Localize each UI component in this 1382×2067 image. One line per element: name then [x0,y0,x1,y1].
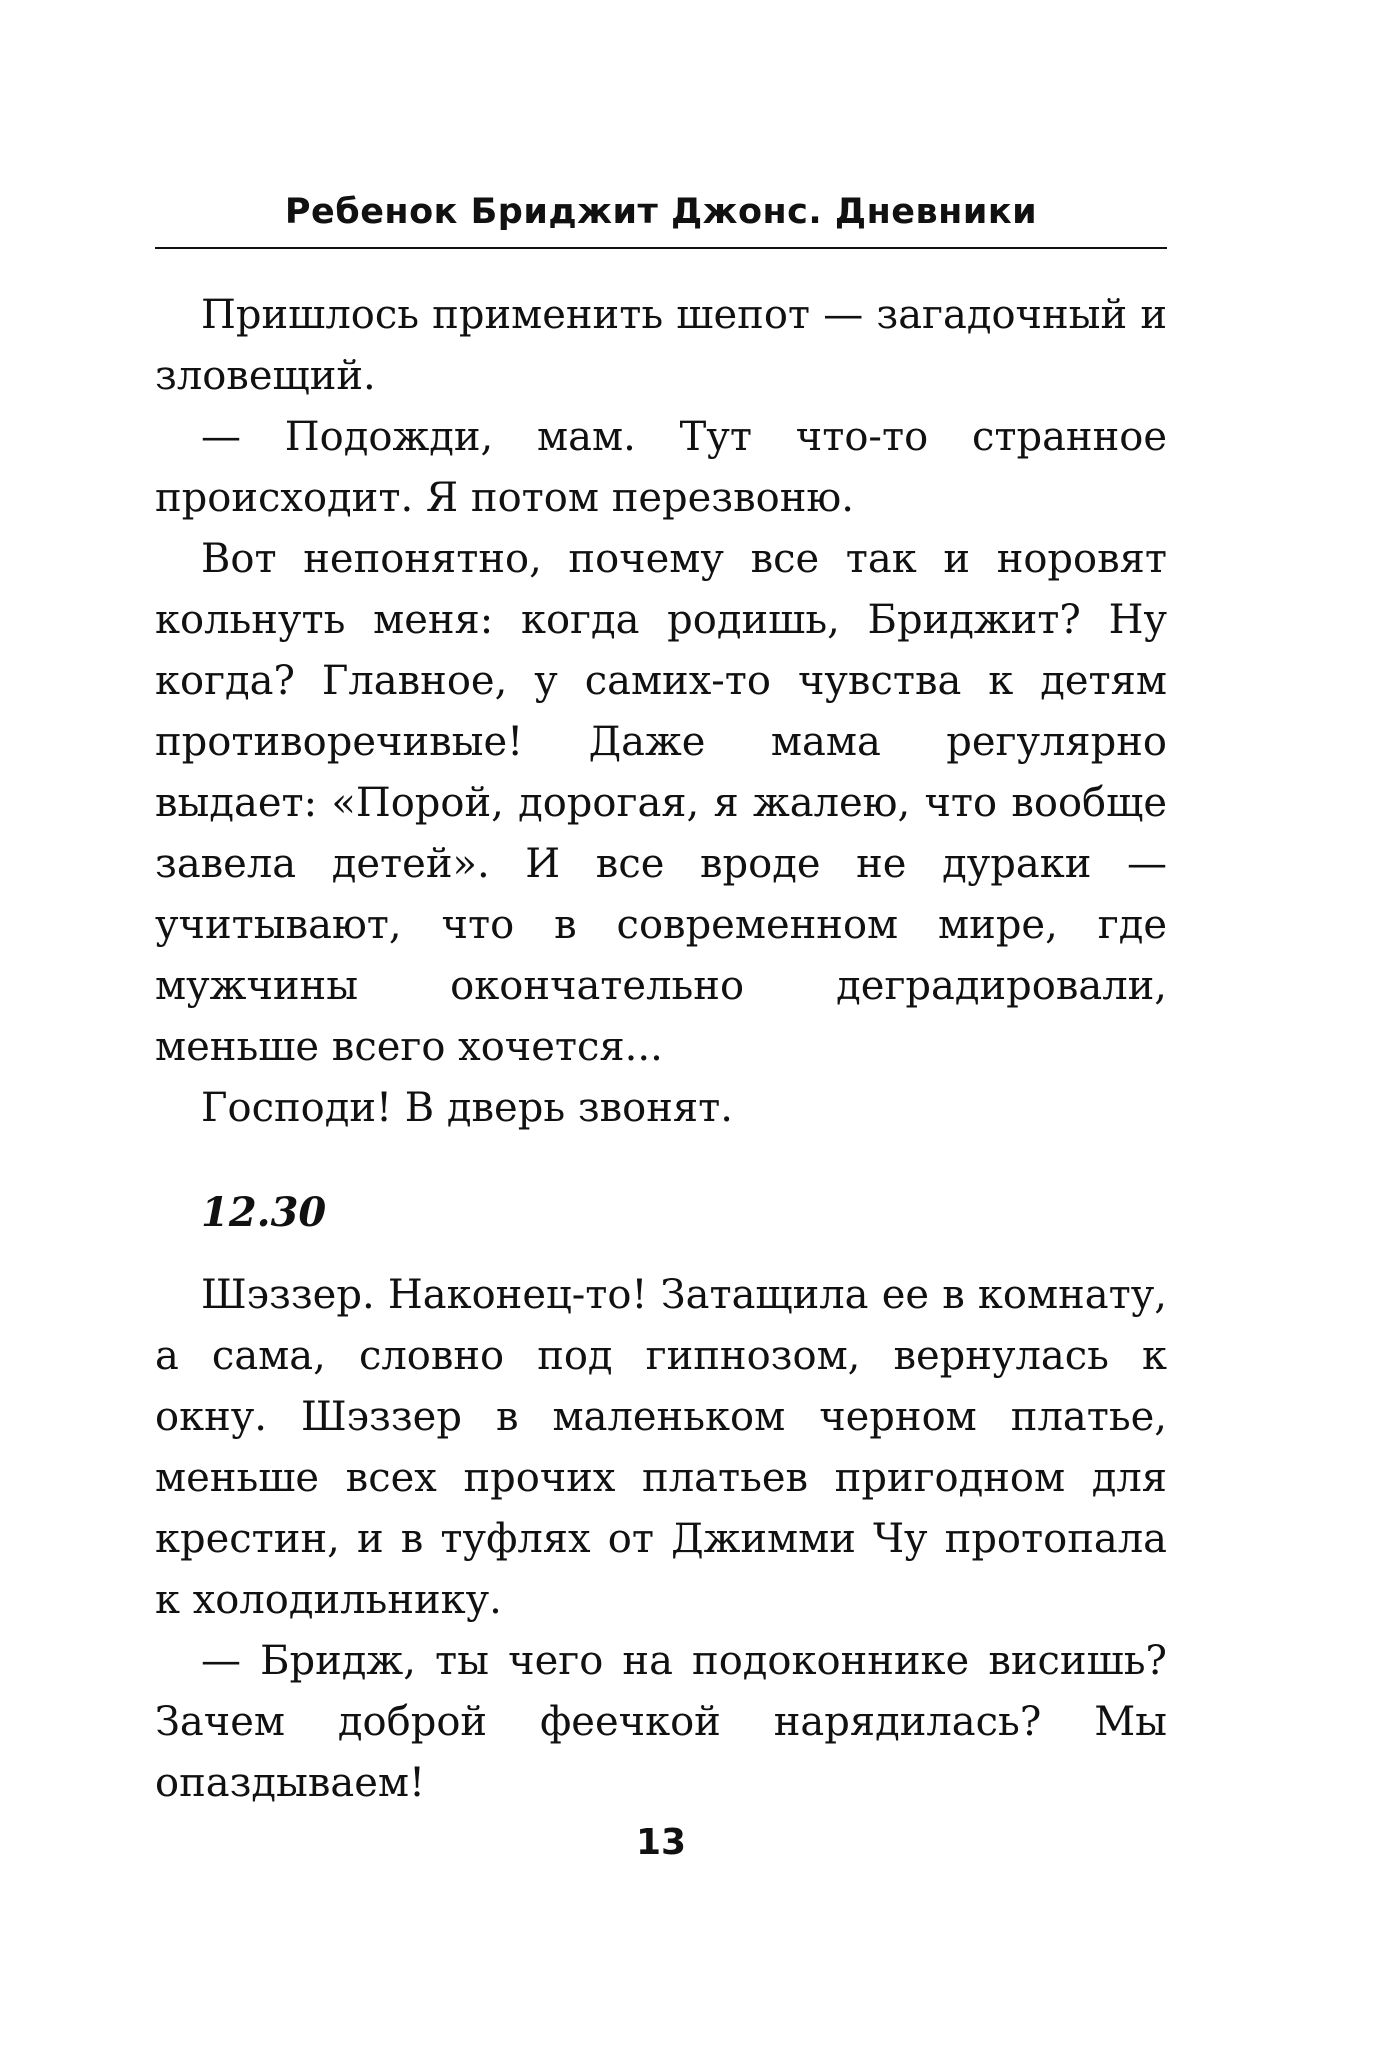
paragraph: — Бридж, ты чего на подоконнике висишь? Зачем доброй феечкой нарядилась? Мы опаздываем! [155,1638,1167,1806]
time-heading: 12.30 [201,1189,327,1236]
paragraph: Шэззер. Наконец-то! Затащила ее в комнату, а сама, словно под гипнозом, вернулась к окну. Шэззер в маленьком черном платье, меньше всех прочих платьев пригодном для крестин, и в туфлях от Джимми Чу протопала к холодильнику. [155,1272,1167,1623]
paragraph: — Подожди, мам. Тут что-то странное происходит. Я потом перезвоню. [155,414,1167,521]
paragraph: Господи! В дверь звонят. [201,1085,733,1131]
body-text [155,285,1167,1814]
paragraph: Пришлось применить шепот — загадочный и зловещий. [155,292,1167,399]
paragraph: Вот непонятно, почему все так и норовят кольнуть меня: когда родишь, Бриджит? Ну когда? Главное, у самих-то чувства к детям противоречивые! Даже мама регулярно выдает: «Порой, дорогая, я жалею, что вообще завела детей». И все вроде не дураки — учитывают, что в современном мире, где мужчины окончательно деградировали, меньше всего хочется... [155,536,1167,1070]
page-number: 13 [635,1822,687,1863]
running-head: Ребенок Бриджит Джонс. Дневники [284,192,1038,232]
header-rule [155,247,1167,249]
